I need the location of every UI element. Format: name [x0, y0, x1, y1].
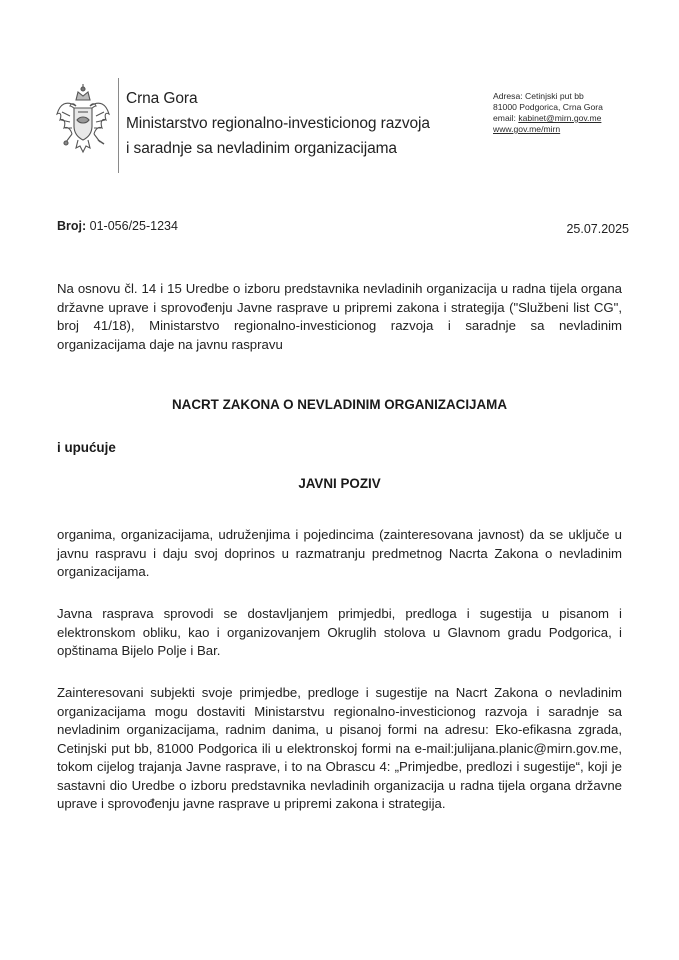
- org-ministry-line1: Ministarstvo regionalno-investicionog razvoja: [126, 115, 430, 132]
- coat-of-arms-icon: [54, 82, 112, 164]
- contact-block: [493, 91, 603, 135]
- document-title: NACRT ZAKONA O NEVLADINIM ORGANIZACIJAMA: [171, 397, 507, 412]
- email-link[interactable]: kabinet@mirn.gov.me: [518, 113, 602, 123]
- reference-label: Broj:: [57, 219, 87, 233]
- address-line2: 81000 Podgorica, Crna Gora: [493, 102, 603, 112]
- organization-name: [126, 86, 430, 161]
- email-line: [493, 113, 603, 124]
- paragraph-submission: Zainteresovani subjekti svoje primjedbe, predloge i sugestije na Nacrt Zakona o nevladinim organizacijama mogu dostaviti Ministarstvu regionalno-investicionog razvoja i saradnje sa nevladinim organizacijama, radnim danima, u pisanoj formi na adresu: Eko-efikasna zgrada, Cetinjski put bb, 81000 Podgorica ili u elektronskoj formi na e-mail:julijana.planic@mirn.gov.me, tokom cijelog trajanja Javne rasprave, i to na Obrascu 4: „Primjedbe, predlozi i sugestije“, koji je sastavni dio Uredbe o izboru predstavnika nevladinih organizacija u radna tijela organa državne uprave i sprovođenju javne rasprave u pripremi zakona i strategija.: [57, 685, 622, 811]
- call-title: JAVNI POZIV: [298, 476, 381, 491]
- reference-number: [57, 219, 178, 233]
- paragraph-invitation: organima, organizacijama, udruženjima i pojedincima (zainteresovana javnost) da se uključe u javnu raspravu i daju svoj doprinos u razmatranju predmetnog Nacrta Zakona o nevladinim organizacijama.: [57, 527, 622, 579]
- reference-value: 01-056/25-1234: [89, 219, 178, 233]
- intro-paragraph: Na osnovu čl. 14 i 15 Uredbe o izboru predstavnika nevladinih organizacija u radna tijela organa državne uprave i sprovođenju Javne rasprave u pripremi zakona i strategija ("Službeni list CG", broj 41/18), Ministarstvo regionalno-investicionog razvoja i saradnje sa nevladinim organizacijama daje na javnu raspravu: [57, 281, 622, 352]
- subtitle: i upućuje: [57, 440, 116, 455]
- document-date: 25.07.2025: [566, 222, 629, 236]
- org-ministry-line2: i saradnje sa nevladinim organizacijama: [126, 140, 397, 157]
- address-line1: Adresa: Cetinjski put bb: [493, 91, 584, 101]
- paragraph-procedure: Javna rasprava sprovodi se dostavljanjem primjedbi, predloga i sugestija u pisanom i elektronskom obliku, kao i organizovanjem Okruglih stolova u Glavnom gradu Podgorica, i opštinama Bijelo Polje i Bar.: [57, 606, 622, 658]
- header-divider: [118, 78, 119, 173]
- website-link[interactable]: www.gov.me/mirn: [493, 124, 561, 134]
- org-country: Crna Gora: [126, 90, 198, 107]
- email-label: email:: [493, 113, 519, 123]
